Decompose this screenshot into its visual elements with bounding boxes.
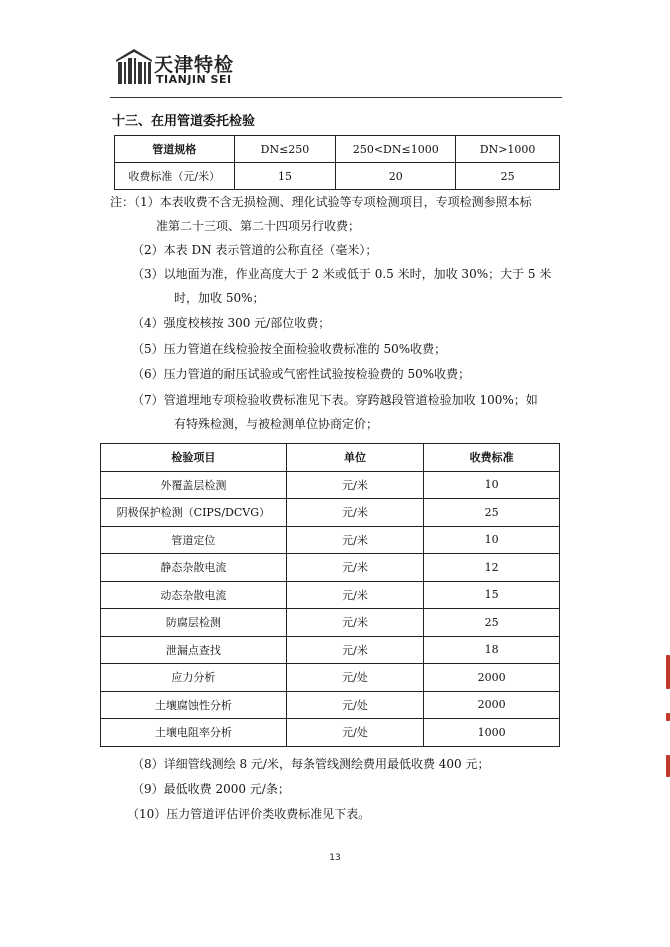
table-cell: 收费标准（元/米） <box>115 163 235 190</box>
page-number: 13 <box>329 853 341 863</box>
table-cell: 元/米 <box>286 471 424 499</box>
table-cell: 25 <box>456 163 560 190</box>
table-cell: 阴极保护检测（CIPS/DCVG） <box>101 499 287 527</box>
table-header-cell: DN≤250 <box>234 136 336 163</box>
note-9: （9）最低收费 2000 元/条； <box>132 782 290 796</box>
table-row <box>101 499 560 527</box>
table-cell: 元/米 <box>286 499 424 527</box>
note-8: （8）详细管线测绘 8 元/米，每条管线测绘费用最低收费 400 元； <box>132 757 490 771</box>
table-cell: 防腐层检测 <box>101 609 287 637</box>
table-cell: 元/米 <box>286 636 424 664</box>
table-cell: 25 <box>424 609 560 637</box>
table-cell: 15 <box>234 163 336 190</box>
table-cell: 20 <box>336 163 456 190</box>
table-cell: 1000 <box>424 719 560 747</box>
seal-edge-mark <box>666 655 670 689</box>
note-3-line-1: （3）以地面为准，作业高度大于 2 米或低于 0.5 米时，加收 30%；大于 5 米 <box>132 267 552 281</box>
table-cell: 元/米 <box>286 609 424 637</box>
note-10: （10）压力管道评估评价类收费标准见下表。 <box>127 807 371 821</box>
table-row <box>101 636 560 664</box>
seal-edge-mark <box>666 755 670 777</box>
table-cell: 泄漏点查找 <box>101 636 287 664</box>
table-cell: 元/米 <box>286 554 424 582</box>
table-cell: 元/处 <box>286 664 424 692</box>
logo-mark-icon <box>114 46 154 86</box>
table-header-cell: 检验项目 <box>101 444 287 472</box>
company-logo <box>114 46 264 90</box>
seal-edge-mark <box>666 713 670 721</box>
table-cell: 10 <box>424 526 560 554</box>
table-header-cell: 250<DN≤1000 <box>336 136 456 163</box>
logo-english-text: TIANJIN SEI <box>156 73 232 86</box>
table-row <box>101 554 560 582</box>
table-row <box>101 526 560 554</box>
table-cell: 土壤电阻率分析 <box>101 719 287 747</box>
table-row <box>101 581 560 609</box>
table-row <box>101 471 560 499</box>
note-7-line-2: 有特殊检测，与被检测单位协商定价； <box>174 417 379 431</box>
table-cell: 15 <box>424 581 560 609</box>
table-row <box>101 691 560 719</box>
note-4: （4）强度校核按 300 元/部位收费； <box>132 316 331 330</box>
pipe-spec-fee-table <box>114 135 560 190</box>
buried-pipe-inspection-fee-table <box>100 443 560 747</box>
section-title: 十三、在用管道委托检验 <box>112 114 256 129</box>
table-cell: 动态杂散电流 <box>101 581 287 609</box>
table-cell: 外覆盖层检测 <box>101 471 287 499</box>
header-divider <box>110 97 562 98</box>
table-cell: 12 <box>424 554 560 582</box>
logo-chinese-text: 天津特检 <box>154 54 235 76</box>
table-cell: 2000 <box>424 664 560 692</box>
table-cell: 2000 <box>424 691 560 719</box>
note-3-line-2: 时，加收 50%； <box>174 291 265 305</box>
table-header-cell: 管道规格 <box>115 136 235 163</box>
table-cell: 25 <box>424 499 560 527</box>
table-cell: 10 <box>424 471 560 499</box>
table-header-cell: DN>1000 <box>456 136 560 163</box>
table-header-row <box>101 444 560 472</box>
table-row <box>101 609 560 637</box>
note-7-line-1: （7）管道埋地专项检验收费标准见下表。穿跨越段管道检验加收 100%；如 <box>132 393 538 407</box>
table-cell: 元/米 <box>286 526 424 554</box>
table-row <box>101 664 560 692</box>
table-header-cell: 收费标准 <box>424 444 560 472</box>
note-6: （6）压力管道的耐压试验或气密性试验按检验费的 50%收费； <box>132 367 471 381</box>
table-cell: 管道定位 <box>101 526 287 554</box>
table-cell: 18 <box>424 636 560 664</box>
table-header-row <box>115 136 560 163</box>
table-cell: 静态杂散电流 <box>101 554 287 582</box>
note-5: （5）压力管道在线检验按全面检验收费标准的 50%收费； <box>132 342 447 356</box>
table-row <box>115 163 560 190</box>
table-cell: 元/处 <box>286 691 424 719</box>
table-cell: 元/米 <box>286 581 424 609</box>
note-2: （2）本表 DN 表示管道的公称直径（毫米）； <box>132 243 378 257</box>
table-cell: 土壤腐蚀性分析 <box>101 691 287 719</box>
note-1-line-1: 注：（1）本表收费不含无损检测、理化试验等专项检测项目，专项检测参照本标 <box>110 195 532 209</box>
note-1-line-2: 准第二十三项、第二十四项另行收费； <box>156 219 361 233</box>
table-header-cell: 单位 <box>286 444 424 472</box>
table-cell: 元/处 <box>286 719 424 747</box>
table-row <box>101 719 560 747</box>
table-cell: 应力分析 <box>101 664 287 692</box>
